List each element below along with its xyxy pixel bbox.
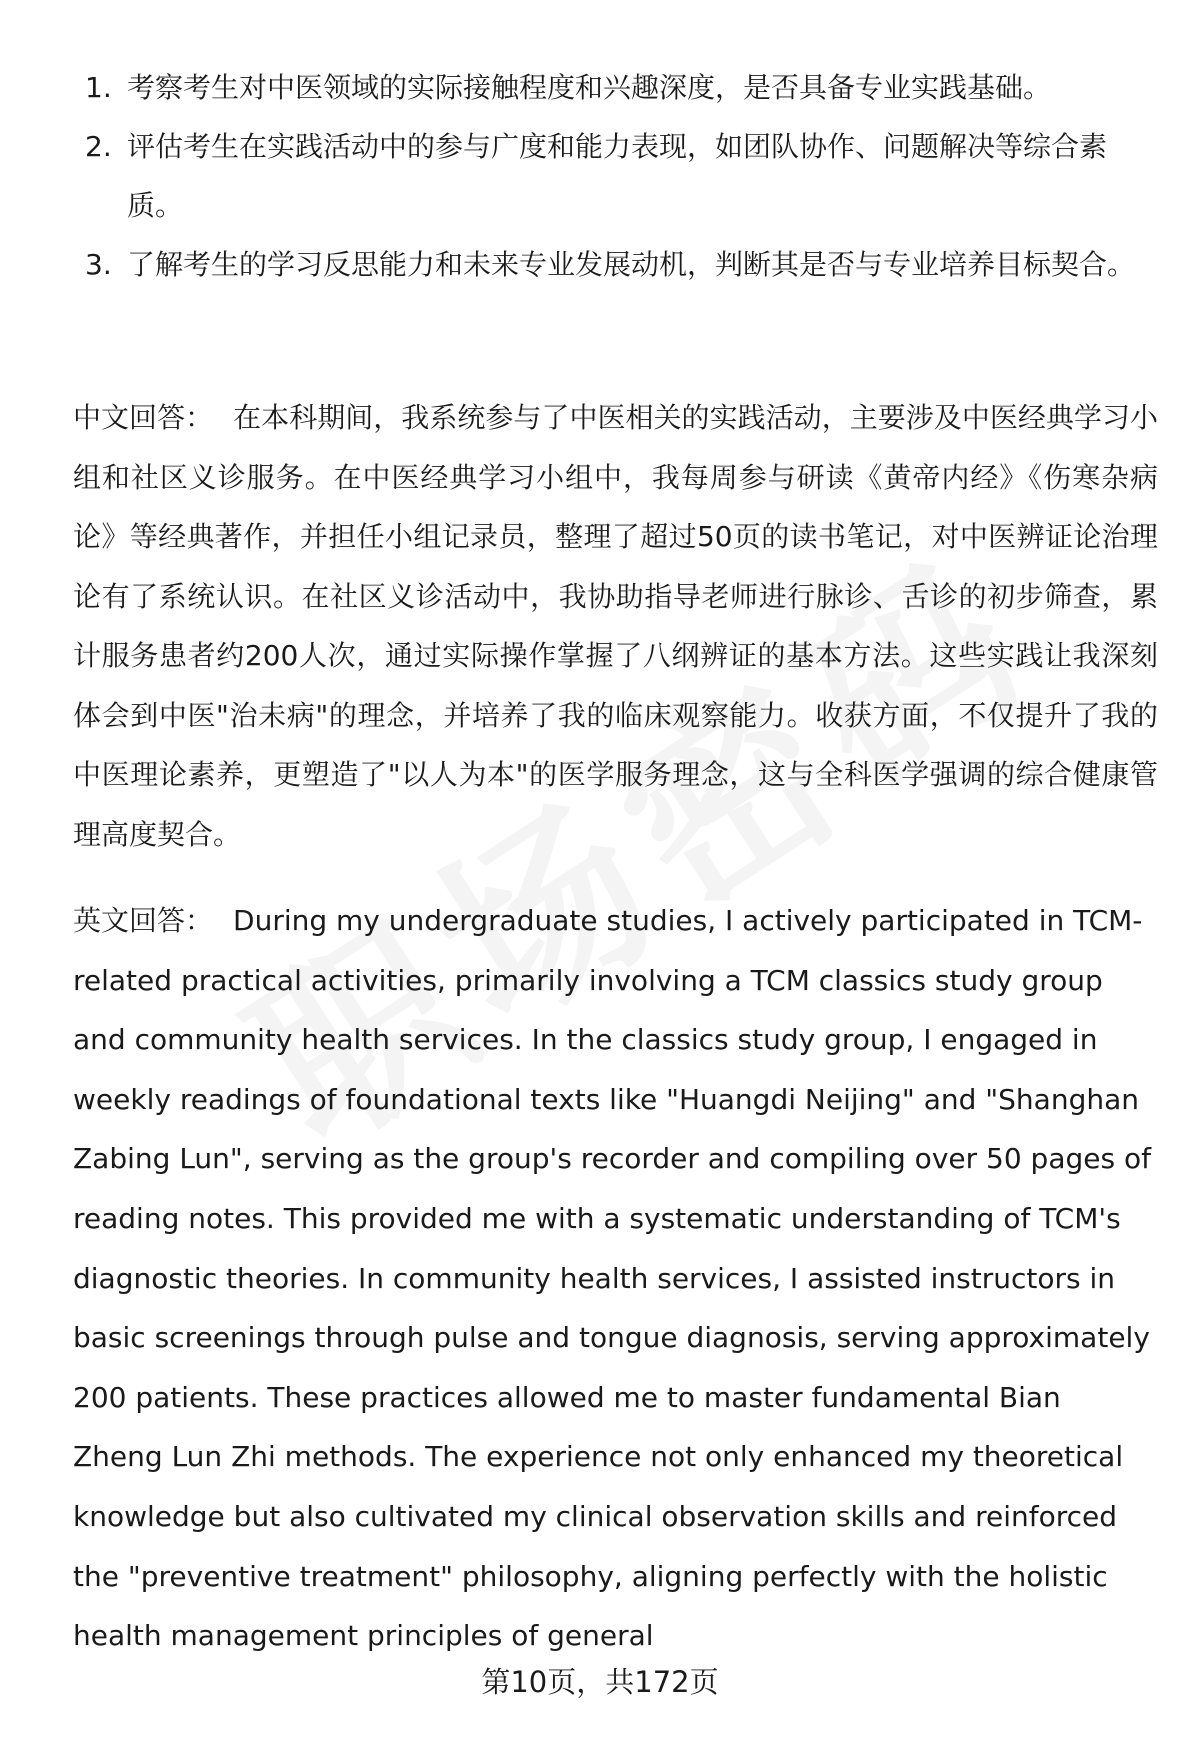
page-number-footer: 第10页，共172页 [481,1665,719,1699]
chinese-answer-text: 在本科期间，我系统参与了中医相关的实践活动，主要涉及中医经典学习小组和社区义诊服务。在中医经典学习小组中，我每周参与研读《黄帝内经》《伤寒杂病论》等经典著作，并担任小组记录员，整理了超过50页的读书笔记，对中医辨证论治理论有了系统认识。在社区义诊活动中，我协助指导老师进行脉诊、舌诊的初步筛查，累计服务患者约200人次，通过实际操作掌握了八纲辨证的基本方法。这些实践让我深刻体会到中医"治未病"的理念，并培养了我的临床观察能力。收获方面，不仅提升了我的中医理论素养，更塑造了"以人为本"的医学服务理念，这与全科医学强调的综合健康管理高度契合。 [73,401,1158,851]
criteria-text: 考察考生对中医领域的实际接触程度和兴趣深度，是否具备专业实践基础。 [127,71,1052,104]
criteria-number: 2. [85,130,112,163]
chinese-answer-paragraph [73,388,1158,864]
criteria-item [73,117,1153,235]
criteria-text: 了解考生的学习反思能力和未来专业发展动机，判断其是否与专业培养目标契合。 [127,248,1136,281]
criteria-item [73,235,1153,294]
evaluation-criteria-list [73,58,1153,294]
english-answer-paragraph [73,891,1158,1666]
criteria-text: 评估考生在实践活动中的参与广度和能力表现，如团队协作、问题解决等综合素质。 [127,130,1108,222]
english-answer-text: During my undergraduate studies, I actively participated in TCM-related practical activities, primarily involving a TCM classics study group and community health services. In the classics study group, I engaged in weekly readings of foundational texts like "Huangdi Neijing" and "Shanghan Zabing Lun", serving as the group's recorder and compiling over 50 pages of reading notes. This provided me with a systematic understanding of TCM's diagnostic theories. In community health services, I assisted instructors in basic screenings through pulse and tongue diagnosis, serving approximately 200 patients. These practices allowed me to master fundamental Bian Zheng Lun Zhi methods. The experience not only enhanced my theoretical knowledge but also cultivated my clinical observation skills and reinforced the "preventive treatment" philosophy, aligning perfectly with the holistic health management principles of general [73,904,1151,1653]
english-answer-label: 英文回答： [73,904,214,937]
chinese-answer-label: 中文回答： [73,401,214,434]
criteria-number: 3. [85,248,112,281]
criteria-item [73,58,1153,117]
criteria-number: 1. [85,71,112,104]
